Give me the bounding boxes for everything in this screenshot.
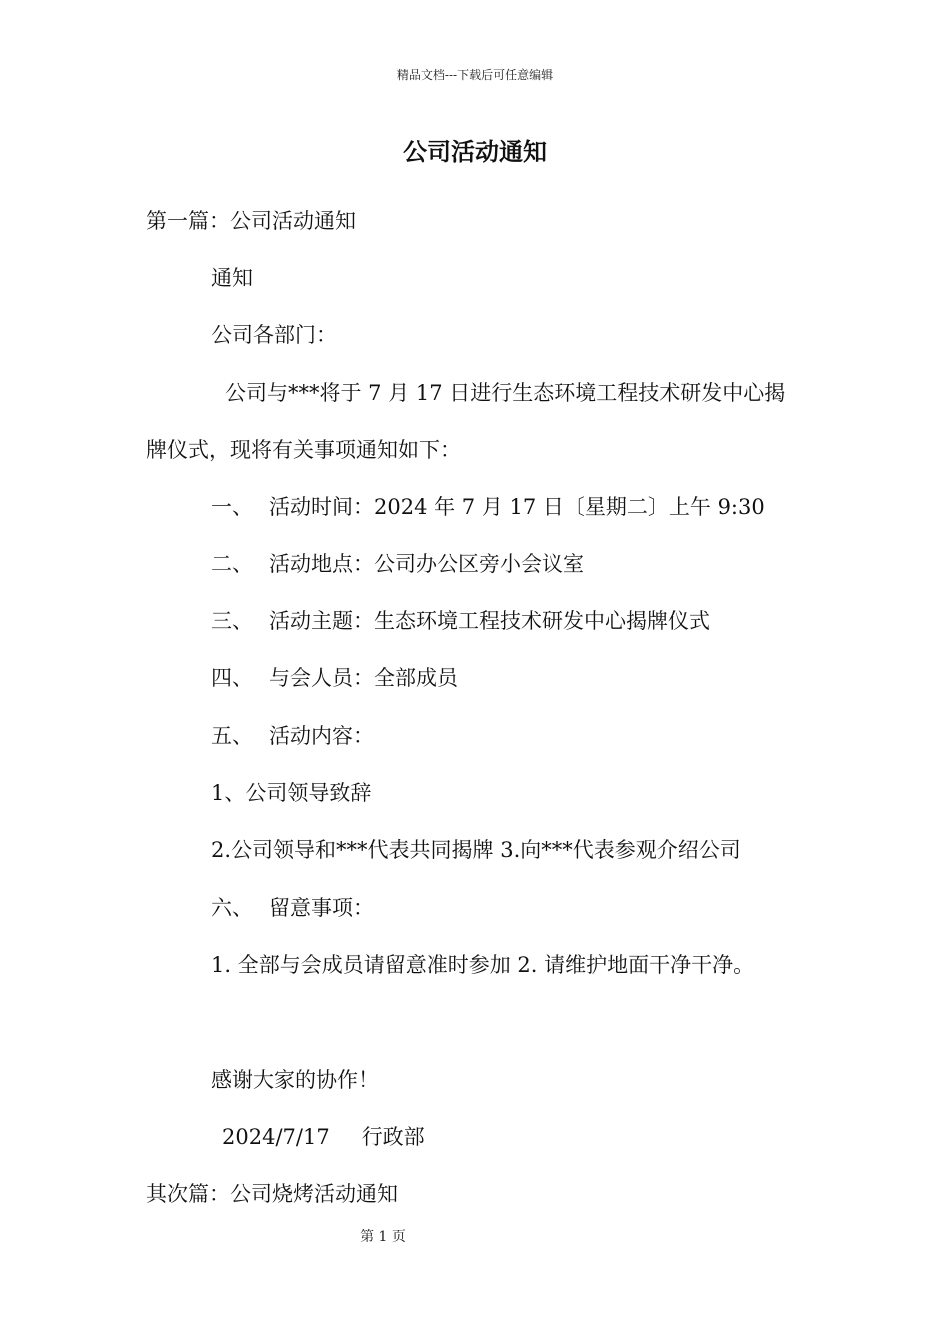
list-item <box>211 723 374 749</box>
content-line-1: 1、公司领导致辞 <box>211 781 372 805</box>
signature-line <box>222 1124 425 1150</box>
page-number: 第 1 页 <box>360 1229 406 1245</box>
list-item-text: 活动内容： <box>269 724 374 748</box>
list-item <box>211 494 765 520</box>
list-item-text: 留意事项： <box>269 896 374 920</box>
thanks-line: 感谢大家的协作！ <box>211 1068 379 1092</box>
section1-heading: 第一篇：公司活动通知 <box>146 209 356 233</box>
list-item-text: 活动主题：生态环境工程技术研发中心揭牌仪式 <box>269 609 710 633</box>
salutation: 公司各部门： <box>211 323 337 347</box>
signature-department: 行政部 <box>361 1125 425 1149</box>
notice-label: 通知 <box>211 266 253 290</box>
list-item-marker: 四、 <box>211 666 253 690</box>
list-item-marker: 一、 <box>211 495 253 519</box>
document-title: 公司活动通知 <box>403 137 547 166</box>
list-item-text: 活动时间：2024 年 7 月 17 日〔星期二〕上午 9:30 <box>269 495 765 519</box>
list-item <box>211 608 710 634</box>
list-item-marker: 三、 <box>211 609 253 633</box>
intro-line-2: 牌仪式，现将有关事项通知如下： <box>146 438 461 462</box>
intro-line-1: 公司与***将于 7 月 17 日进行生态环境工程技术研发中心揭 <box>225 381 786 405</box>
list-item-text: 活动地点：公司办公区旁小会议室 <box>269 552 584 576</box>
list-item <box>211 895 374 921</box>
list-item-marker: 二、 <box>211 552 253 576</box>
list-item-marker: 六、 <box>211 896 253 920</box>
list-item <box>211 551 584 577</box>
section2-heading: 其次篇：公司烧烤活动通知 <box>146 1182 398 1206</box>
list-item-text: 与会人员：全部成员 <box>269 666 458 690</box>
page-header: 精品文档---下载后可任意编辑 <box>396 68 554 82</box>
content-line-2: 2.公司领导和***代表共同揭牌 3.向***代表参观介绍公司 <box>211 838 741 862</box>
notes-line: 1. 全部与会成员请留意准时参加 2. 请维护地面干净干净。 <box>211 953 755 977</box>
list-item <box>211 665 458 691</box>
signature-date: 2024/7/17 <box>222 1125 330 1149</box>
list-item-marker: 五、 <box>211 724 253 748</box>
